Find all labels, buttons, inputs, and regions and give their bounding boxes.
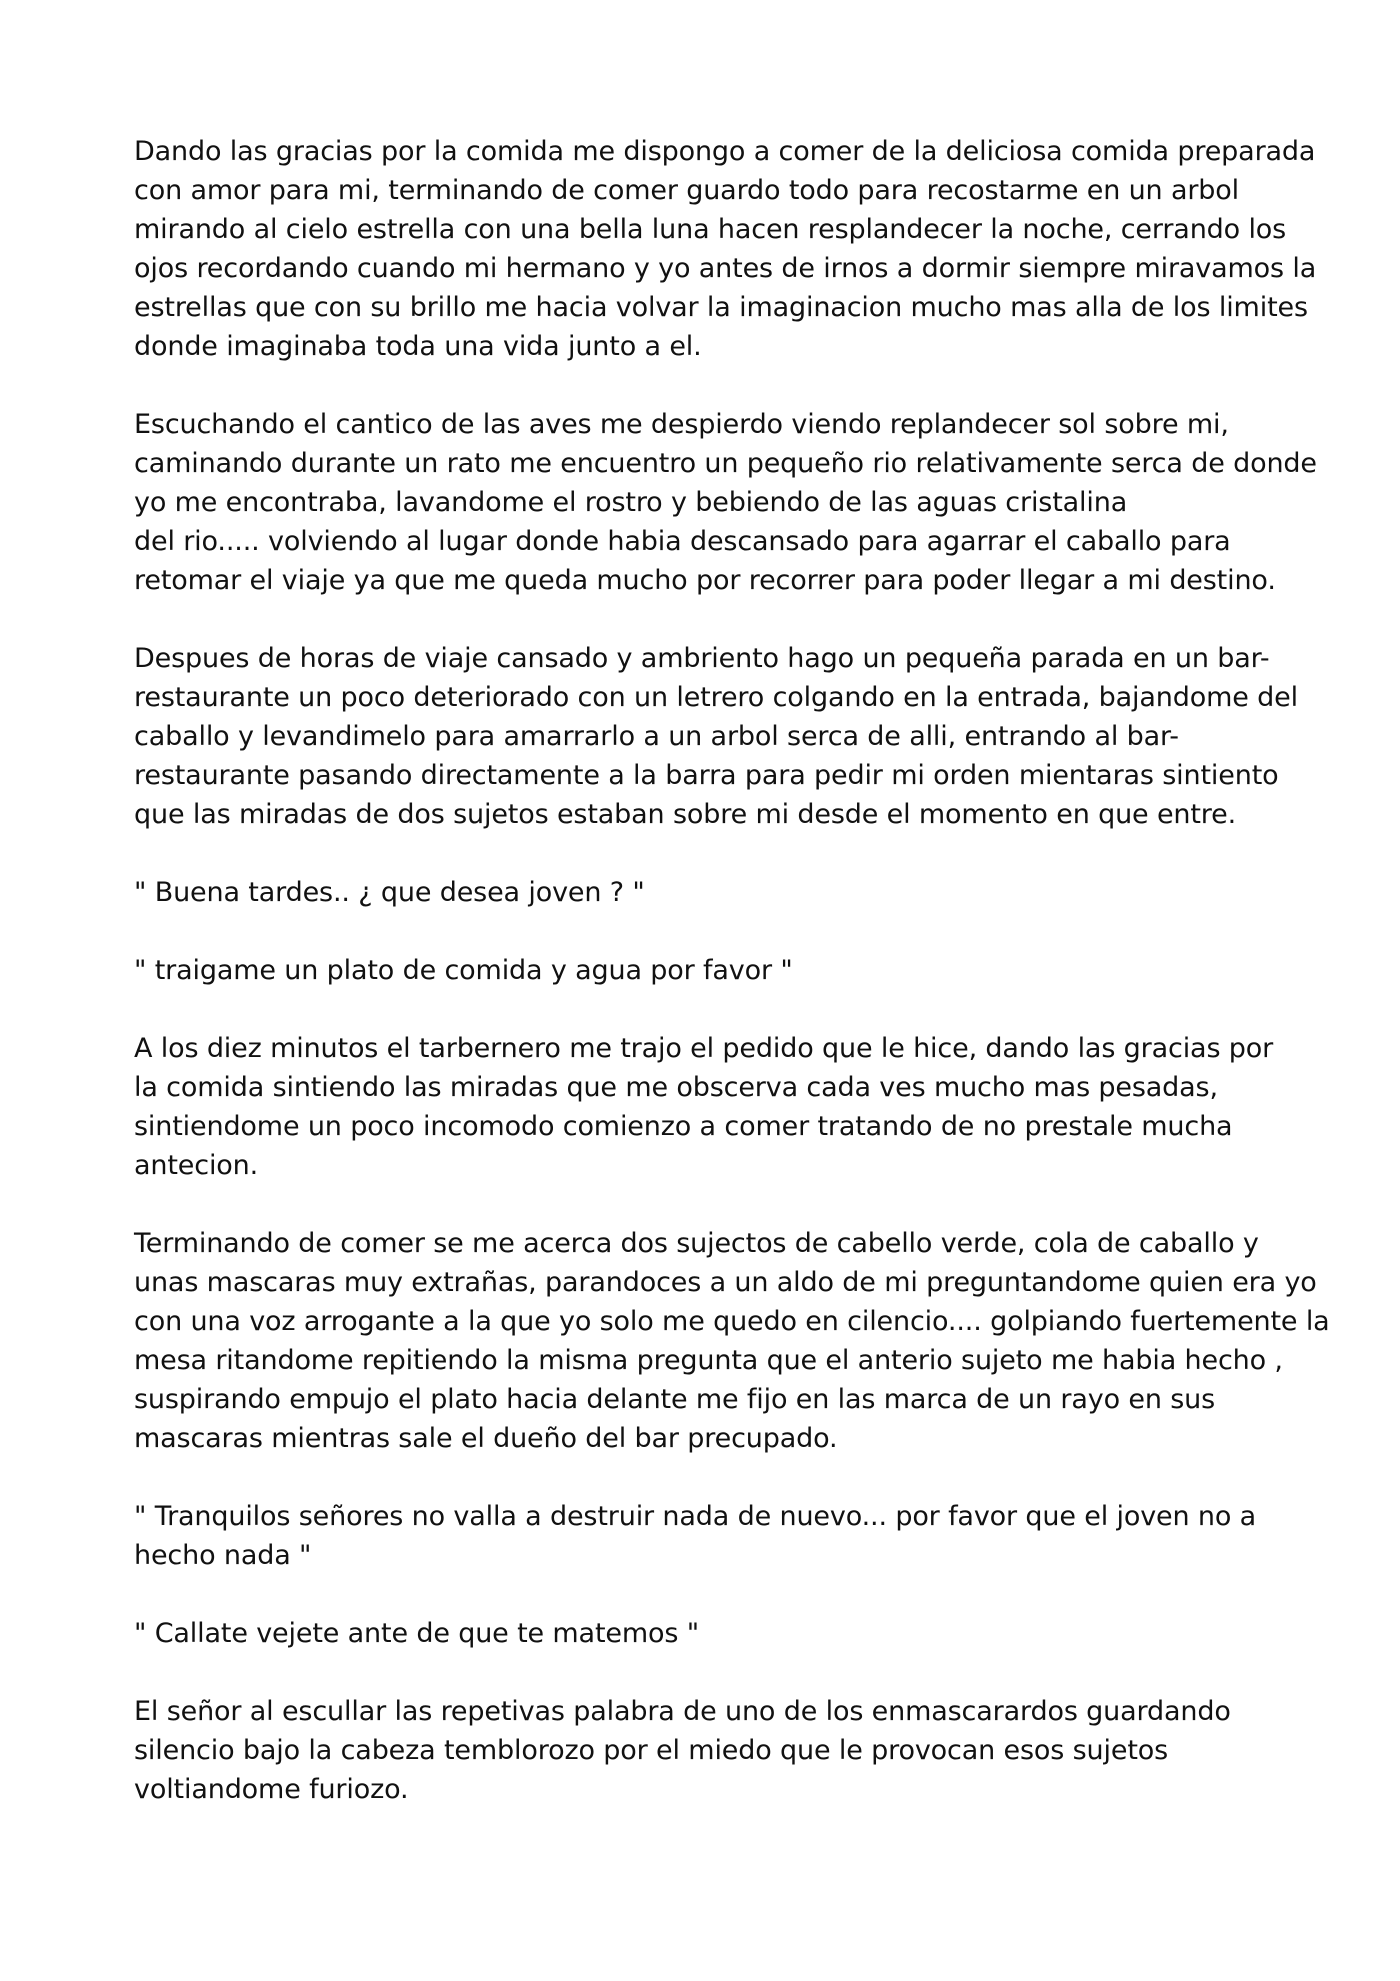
text-line: voltiandome furiozo.: [134, 1774, 409, 1805]
text-line: Dando las gracias por la comida me dispongo a comer de la deliciosa comida preparada: [134, 136, 1316, 167]
text-line: estrellas que con su brillo me hacia volvar la imaginacion mucho mas alla de los limites: [134, 292, 1308, 323]
dialogue-line: [134, 873, 1282, 912]
paragraph: [134, 639, 1298, 834]
text-line: silencio bajo la cabeza temblorozo por el miedo que le provocan esos sujetos: [134, 1735, 1169, 1766]
text-line: Despues de horas de viaje cansado y ambriento hago un pequeña parada en un bar-: [134, 643, 1270, 674]
paragraph-gap: [134, 1575, 1282, 1614]
text-line: del rio..... volviendo al lugar donde habia descansado para agarrar el caballo para: [134, 526, 1231, 557]
text-line: Terminando de comer se me acerca dos sujectos de cabello verde, cola de caballo y: [134, 1228, 1259, 1259]
text-line: El señor al escullar las repetivas palabra de uno de los enmascarardos guardando: [134, 1696, 1231, 1727]
paragraph-gap: [134, 834, 1282, 873]
text-line: restaurante pasando directamente a la barra para pedir mi orden mientaras sintiento: [134, 760, 1279, 791]
text-line: suspirando empujo el plato hacia delante me fijo en las marca de un rayo en sus: [134, 1384, 1216, 1415]
paragraph-gap: [134, 1185, 1282, 1224]
text-line: restaurante un poco deteriorado con un letrero colgando en la entrada, bajandome del: [134, 682, 1298, 713]
text-line: retomar el viaje ya que me queda mucho por recorrer para poder llegar a mi destino.: [134, 565, 1276, 596]
paragraph-gap: [134, 912, 1282, 951]
paragraph-gap: [134, 1458, 1282, 1497]
paragraph: [134, 1692, 1282, 1809]
text-line: con una voz arrogante a la que yo solo me quedo en cilencio.... golpiando fuertemente la: [134, 1306, 1330, 1337]
text-line: " traigame un plato de comida y agua por favor ": [134, 955, 793, 986]
paragraph: [134, 1029, 1282, 1185]
dialogue-line: [134, 1497, 1282, 1575]
text-line: unas mascaras muy extrañas, parandoces a un aldo de mi preguntandome quien era yo: [134, 1267, 1317, 1298]
paragraph-gap: [134, 1653, 1282, 1692]
paragraph-gap: [134, 600, 1282, 639]
paragraph: [134, 1224, 1330, 1458]
paragraph: [134, 405, 1317, 600]
text-line: antecion.: [134, 1150, 259, 1181]
dialogue-line: [134, 1614, 1282, 1653]
text-line: con amor para mi, terminando de comer guardo todo para recostarme en un arbol: [134, 175, 1240, 206]
text-line: que las miradas de dos sujetos estaban sobre mi desde el momento en que entre.: [134, 799, 1237, 830]
paragraph-gap: [134, 990, 1282, 1029]
text-line: ojos recordando cuando mi hermano y yo antes de irnos a dormir siempre miravamos la: [134, 253, 1317, 284]
text-line: Escuchando el cantico de las aves me despierdo viendo replandecer sol sobre mi,: [134, 409, 1229, 440]
text-line: mascaras mientras sale el dueño del bar precupado.: [134, 1423, 838, 1454]
text-line: mirando al cielo estrella con una bella luna hacen resplandecer la noche, cerrando los: [134, 214, 1287, 245]
text-line: hecho nada ": [134, 1540, 312, 1571]
text-line: caballo y levandimelo para amarrarlo a un arbol serca de alli, entrando al bar-: [134, 721, 1179, 752]
text-line: A los diez minutos el tarbernero me trajo el pedido que le hice, dando las gracias por: [134, 1033, 1274, 1064]
text-line: " Callate vejete ante de que te matemos ": [134, 1618, 699, 1649]
text-line: yo me encontraba, lavandome el rostro y bebiendo de las aguas cristalina: [134, 487, 1128, 518]
text-line: " Buena tardes.. ¿ que desea joven ? ": [134, 877, 645, 908]
text-line: donde imaginaba toda una vida junto a el.: [134, 331, 702, 362]
text-line: la comida sintiendo las miradas que me obscerva cada ves mucho mas pesadas,: [134, 1072, 1218, 1103]
text-line: " Tranquilos señores no valla a destruir nada de nuevo... por favor que el joven no a: [134, 1501, 1257, 1532]
paragraph: [134, 132, 1317, 366]
paragraph-gap: [134, 366, 1282, 405]
text-line: mesa ritandome repitiendo la misma pregunta que el anterio sujeto me habia hecho ,: [134, 1345, 1283, 1376]
text-line: sintiendome un poco incomodo comienzo a comer tratando de no prestale mucha: [134, 1111, 1233, 1142]
dialogue-line: [134, 951, 1282, 990]
text-line: caminando durante un rato me encuentro un pequeño rio relativamente serca de donde: [134, 448, 1317, 479]
